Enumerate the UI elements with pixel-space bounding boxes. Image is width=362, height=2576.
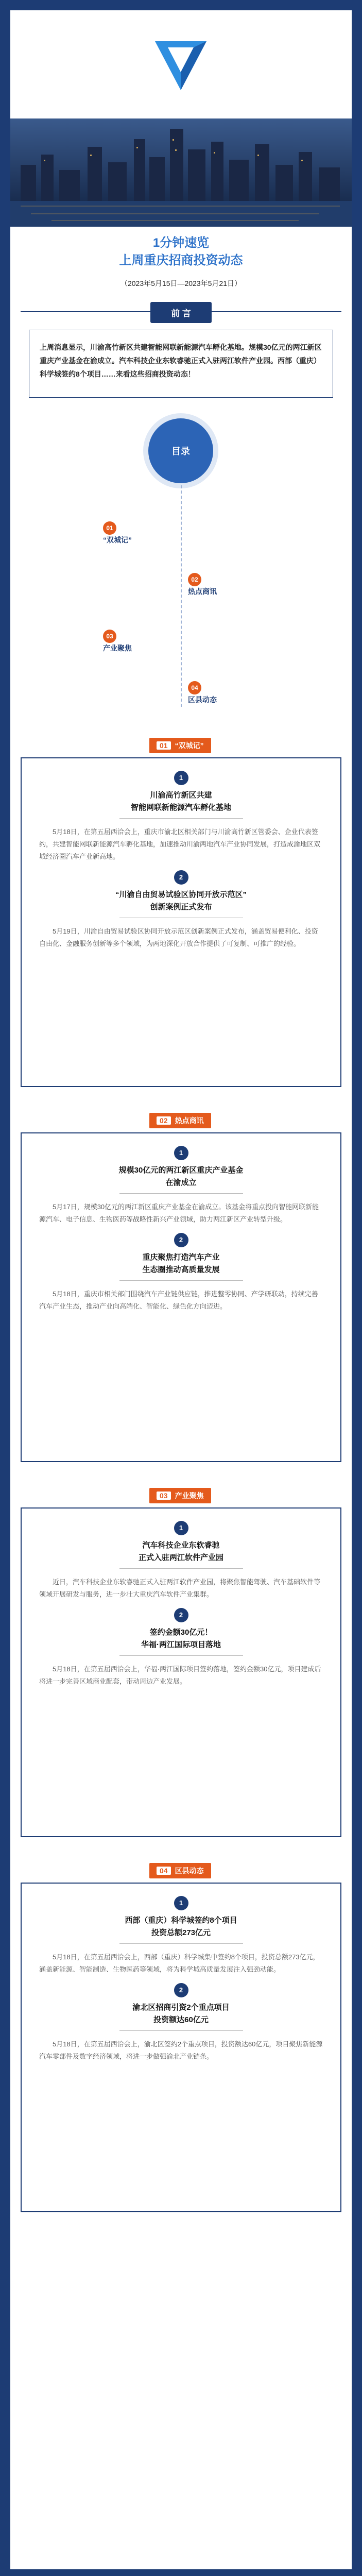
- toc-label: 热点商讯: [188, 587, 217, 596]
- subsection-body: 5月19日，川渝自由贸易试验区协同开放示范区创新案例正式发布，涵盖贸易便利化、投资自由化、金融服务创新等多个领域，为两地深化开放合作提供了可复制、可推广的经验。: [39, 927, 318, 947]
- subsection-divider: [119, 1280, 243, 1281]
- chapter-box: [21, 1507, 341, 1837]
- chapter-title: 区县动态: [175, 1867, 204, 1875]
- subsection-number: 1: [174, 1146, 188, 1160]
- hero-title-line2: 上周重庆招商投资动态: [119, 253, 243, 267]
- chapter-title: 产业聚焦: [175, 1492, 204, 1500]
- subsection-divider: [119, 1568, 243, 1569]
- toc-num: 03: [103, 630, 116, 643]
- subsection-body: 5月18日，在第五届西洽会上，渝北区签约2个重点项目，投资额达60亿元，项目聚焦新能源汽车零部件及数字经济领域，将进一步做强渝北产业链条。: [39, 2040, 323, 2060]
- chapter-number: 04: [157, 1867, 171, 1875]
- chapter-title: “双城记”: [175, 741, 204, 750]
- subsection-body: 近日，汽车科技企业东软睿驰正式入驻两江软件产业园，将聚焦智能驾驶、汽车基础软件等领域开展研发与服务，进一步壮大重庆汽车软件产业集群。: [39, 1578, 321, 1598]
- toc-num: 01: [103, 521, 116, 535]
- subsection-body: 5月18日，在第五届西洽会上，华福·两江国际项目签约落地，签约金额30亿元，项目建成后将进一步完善区域商业配套，带动周边产业发展。: [39, 1665, 321, 1685]
- chapter-title: 热点商讯: [175, 1116, 204, 1125]
- subsection-title: 川渝高竹新区共建 智能网联新能源汽车孵化基地: [130, 791, 231, 812]
- hero-banner: [10, 10, 352, 267]
- chapter-box: [21, 1132, 341, 1462]
- toc-item-02[interactable]: [188, 573, 217, 597]
- subsection-divider: [119, 1655, 243, 1656]
- article-page: [10, 10, 352, 2576]
- subsection-title: 签约金额30亿元！ 华福·两江国际项目落地: [141, 1628, 221, 1649]
- chapters-container: [10, 738, 352, 2212]
- chapter-03: [21, 1488, 341, 1837]
- foreword-text: 上周消息显示，川渝高竹新区共建智能网联新能源汽车孵化基地。规模30亿元的两江新区重庆产业基金在渝成立。汽车科技企业东软睿驰正式入驻两江软件产业园。西部（重庆）科学城签约8个项目……来看这些招商投资动态！: [29, 330, 333, 398]
- subsection-number: 2: [174, 1608, 188, 1622]
- toc-num: 04: [188, 681, 201, 694]
- chapter-02: [21, 1113, 341, 1462]
- subsection-title: “川渝自由贸易试验区协同开放示范区” 创新案例正式发布: [115, 890, 247, 911]
- chapter-label: [149, 1113, 211, 1128]
- city-skyline-image: [10, 118, 352, 227]
- subsection-title: 渝北区招商引资2个重点项目 投资额达60亿元: [132, 2003, 230, 2024]
- hero-title-line1: 1分钟速览: [152, 236, 210, 250]
- chapter-box: [21, 757, 341, 1087]
- date-range: （2023年5月15日—2023年5月21日）: [120, 279, 242, 287]
- chapter-01: [21, 738, 341, 1087]
- hero-title: [10, 234, 352, 269]
- subsection-number: 1: [174, 1521, 188, 1535]
- toc-label: “双城记”: [103, 536, 132, 544]
- subsection-divider: [119, 1943, 243, 1944]
- subsection-number: 1: [174, 1896, 188, 1910]
- chapter-number: 02: [157, 1116, 171, 1125]
- subsection-body: 5月18日，在第五届西洽会上，重庆市渝北区相关部门与川渝高竹新区管委会、企业代表签约，共建智能网联新能源汽车孵化基地，加速推动川渝两地汽车产业协同发展，打造成渝地区双城经济圈汽车产业新高地。: [39, 828, 321, 860]
- subsection-body: 5月18日，在第五届西洽会上，西部（重庆）科学城集中签约8个项目，投资总额273亿元，涵盖新能源、智能制造、生物医药等领域，将为科学城高质量发展注入强劲动能。: [39, 1953, 320, 1973]
- chapter-label: [149, 1488, 211, 1503]
- subsection-divider: [119, 2030, 243, 2031]
- brand-logo: [155, 41, 206, 98]
- chapter-04: [21, 1863, 341, 2212]
- subsection-title: 重庆聚焦打造汽车产业 生态圈推动高质量发展: [142, 1253, 220, 1274]
- toc-item-01[interactable]: [103, 521, 132, 545]
- subsection-divider: [119, 1193, 243, 1194]
- subsection-title: 西部（重庆）科学城签约8个项目 投资总额273亿元: [125, 1916, 237, 1937]
- chapter-number: 03: [157, 1492, 171, 1500]
- subsection-number: 2: [174, 1233, 188, 1247]
- chapter-label: [149, 1863, 211, 1878]
- chapter-label: [149, 738, 211, 753]
- toc-dashed-line: [181, 485, 182, 707]
- toc-item-03[interactable]: [103, 630, 132, 653]
- toc-label: 产业聚焦: [103, 644, 132, 652]
- footer-band: [10, 2569, 352, 2576]
- subsection-title: 汽车科技企业东软睿驰 正式入驻两江软件产业园: [138, 1541, 223, 1562]
- toc-title: 目录: [148, 418, 213, 483]
- foreword-header: [10, 302, 352, 323]
- chapter-number: 01: [157, 741, 171, 750]
- subsection-number: 1: [174, 771, 188, 785]
- toc-num: 02: [188, 573, 201, 586]
- foreword-title: 前 言: [150, 302, 212, 323]
- toc-label: 区县动态: [188, 696, 217, 704]
- subsection-body: 5月18日，重庆市相关部门围绕汽车产业链供应链，推进整零协同、产学研联动，持续完善汽车产业生态，推动产业向高端化、智能化、绿色化方向迈进。: [39, 1290, 318, 1310]
- toc-item-04[interactable]: [188, 681, 217, 705]
- subsection-title: 规模30亿元的两江新区重庆产业基金 在渝成立: [118, 1166, 244, 1187]
- subsection-number: 2: [174, 870, 188, 885]
- subsection-number: 2: [174, 1983, 188, 1997]
- subsection-body: 5月17日，规模30亿元的两江新区重庆产业基金在渝成立。该基金将重点投向智能网联新能源汽车、电子信息、生物医药等战略性新兴产业领域，助力两江新区产业转型升级。: [39, 1203, 319, 1223]
- chapter-box: [21, 1883, 341, 2212]
- subsection-divider: [119, 818, 243, 819]
- table-of-contents: [10, 418, 352, 738]
